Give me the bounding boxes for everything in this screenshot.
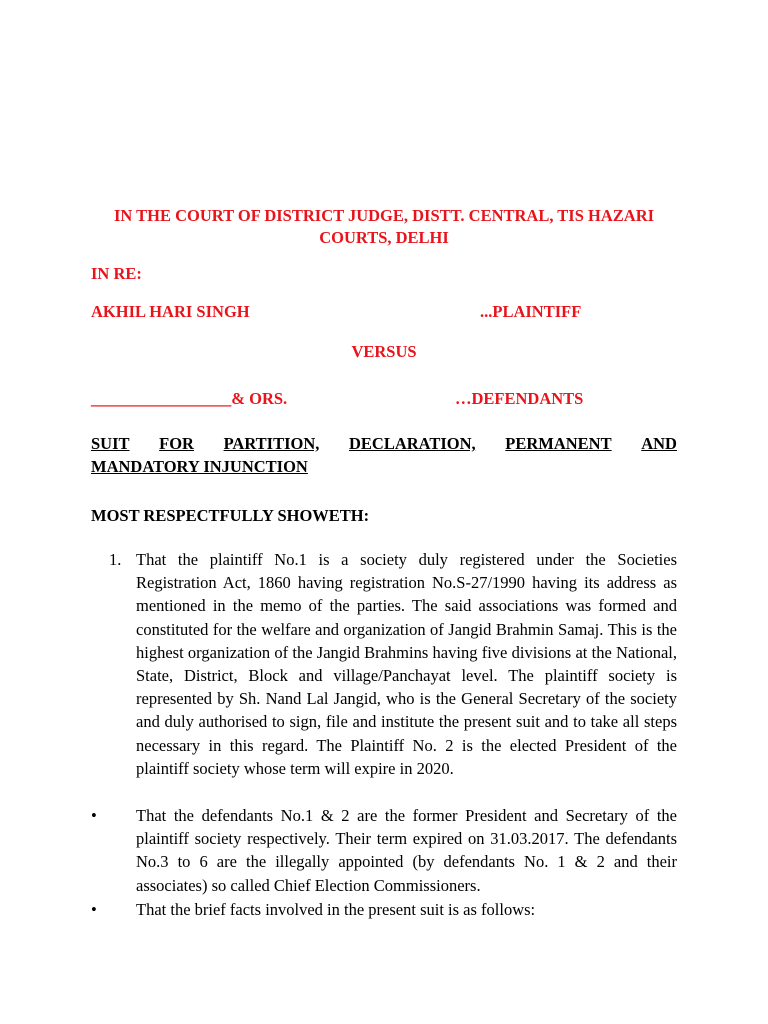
- court-title: IN THE COURT OF DISTRICT JUDGE, DISTT. CENTRAL, TIS HAZARI COURTS, DELHI: [113, 206, 655, 247]
- suit-title-word: DECLARATION,: [349, 434, 476, 453]
- bullet-icon: •: [91, 806, 97, 825]
- bullet-icon: •: [91, 900, 97, 919]
- suit-title-word: PARTITION,: [223, 434, 320, 453]
- defendant-name: _________________& ORS.: [91, 389, 288, 408]
- suit-title-word: AND: [641, 434, 677, 453]
- paragraph-3: [91, 898, 677, 921]
- paragraph-text: That the brief facts involved in the present suit is as follows:: [136, 900, 536, 919]
- paragraph-text: That the defendants No.1 & 2 are the former President and Secretary of the plaintiff society respectively. Their term expired on 31.03.2017. The defendants No.3 to 6 are the illegally appointed (by defendants No. 1 & 2 and their associates) so called Chief Election Commissioners.: [136, 806, 677, 895]
- plaintiff-row: [91, 301, 677, 323]
- plaintiff-role: ...PLAINTIFF: [480, 302, 582, 321]
- in-re-label: IN RE:: [91, 264, 142, 283]
- paragraph-number: 1.: [109, 550, 122, 569]
- suit-title-line1: [91, 432, 677, 455]
- suit-title-word: PERMANENT: [505, 434, 612, 453]
- suit-title-line2: MANDATORY INJUNCTION: [91, 457, 308, 476]
- versus-label: VERSUS: [351, 342, 417, 361]
- defendant-role: …DEFENDANTS: [455, 389, 584, 408]
- suit-title: [91, 432, 677, 478]
- paragraph-2: [91, 804, 677, 897]
- paragraph-1: [91, 548, 677, 780]
- defendant-row: [91, 388, 677, 410]
- plaintiff-name: AKHIL HARI SINGH: [91, 302, 250, 321]
- showeth-heading: MOST RESPECTFULLY SHOWETH:: [91, 506, 370, 525]
- suit-title-word: FOR: [159, 434, 194, 453]
- suit-title-word: SUIT: [91, 434, 130, 453]
- paragraph-text: That the plaintiff No.1 is a society duly registered under the Societies Registration Act, 1860 having registration No.S-27/1990 having its address as mentioned in the memo of the parties. The said associations was formed and constituted for the welfare and organization of Jangid Brahmin Samaj. This is the highest organization of the Jangid Brahmins having five divisions at the National, State, District, Block and village/Panchayat level. The plaintiff society is represented by Sh. Nand Lal Jangid, who is the General Secretary of the society and duly authorised to sign, file and institute the present suit and to take all steps necessary in this regard. The Plaintiff No. 2 is the elected President of the plaintiff society whose term will expire in 2020.: [136, 550, 677, 778]
